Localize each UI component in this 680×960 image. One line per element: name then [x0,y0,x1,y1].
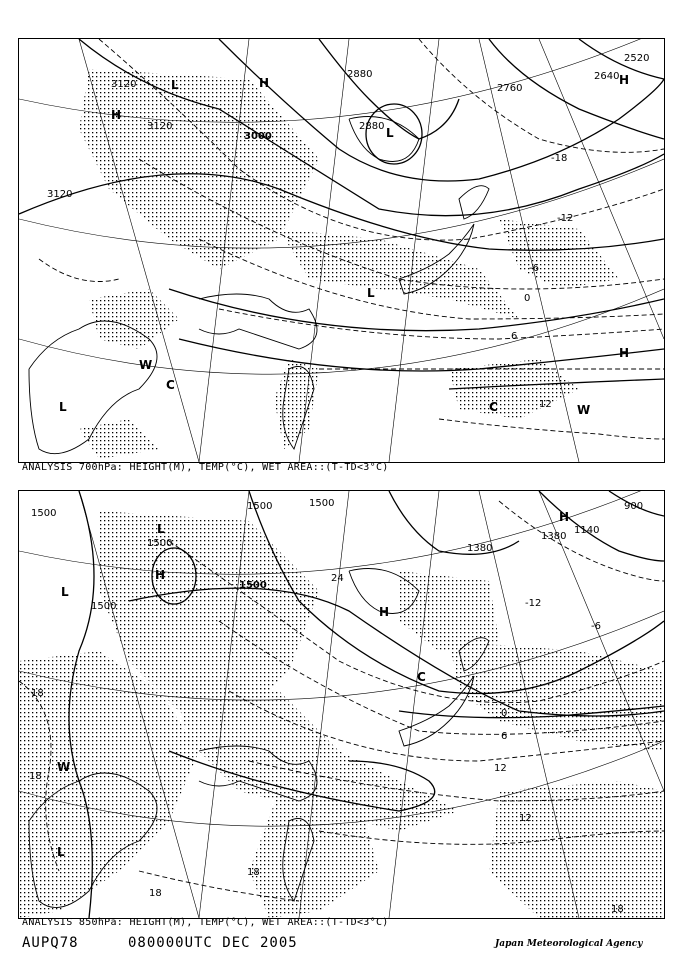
temp-label: 0 [524,293,531,304]
center-label: H [559,510,570,524]
center-label: L [59,400,67,414]
height-label: 2760 [497,83,523,94]
map-panel-700hpa [18,38,665,463]
height-label: 1500 [91,601,117,612]
temp-label: 12 [494,763,507,774]
height-label: 1380 [467,543,493,554]
center-label: H [111,108,122,122]
center-label: W [57,760,71,774]
center-label: L [171,78,179,92]
center-label: H [259,76,270,90]
temp-label: 12 [539,399,552,410]
temp-label: -6 [529,263,539,274]
center-label: C [417,670,426,684]
height-label: 1500 [239,580,267,591]
temp-label: 18 [149,888,162,899]
temp-label: 6 [501,731,508,742]
height-label: 1500 [247,501,273,512]
center-label: H [379,605,390,619]
height-label: 900 [624,501,644,512]
temp-label: 12 [519,813,532,824]
height-label: 1500 [147,538,173,549]
height-label: 2640 [594,71,620,82]
agency-credit: Japan Meteorological Agency [495,939,643,949]
center-label: W [577,403,591,417]
height-label: 3000 [244,131,272,142]
height-label: 2880 [359,121,385,132]
center-label: L [367,286,375,300]
temp-label: -12 [557,213,574,224]
height-label: 2520 [624,53,650,64]
center-label: C [489,400,498,414]
center-label: L [61,585,69,599]
height-label: 3120 [147,121,173,132]
temp-label: 18 [247,867,260,878]
temp-label: 18 [31,688,44,699]
temp-label: -6 [591,621,601,632]
center-label: L [57,845,65,859]
center-label: C [166,378,175,392]
temp-label: 24 [331,573,344,584]
temp-label: 18 [611,904,624,915]
temp-label: 6 [511,331,518,342]
height-label: 2880 [347,69,373,80]
temp-label: 18 [29,771,42,782]
center-label: H [619,73,630,87]
panel-caption-700hpa: ANALYSIS 700hPa: HEIGHT(M), TEMP(°C), WET AREA::(T-TD<3°C) [22,462,389,473]
chart-id: AUPQ78 [22,935,79,951]
height-label: 1500 [31,508,57,519]
map-panel-850hpa [18,490,665,919]
temp-label: -12 [525,598,542,609]
center-label: H [155,568,166,582]
height-label: 3120 [47,189,73,200]
map-700hpa-svg [19,39,664,462]
center-label: L [386,126,394,140]
center-label: L [157,522,165,536]
height-label: 1500 [309,498,335,509]
temp-label: -18 [551,153,568,164]
map-850hpa-svg [19,491,664,918]
temp-label: 0 [501,708,508,719]
analysis-datetime: 080000UTC DEC 2005 [128,935,298,951]
height-label: 1140 [574,525,600,536]
center-label: H [619,346,630,360]
panel-caption-850hpa: ANALYSIS 850hPa: HEIGHT(M), TEMP(°C), WET AREA::(T-TD<3°C) [22,917,389,928]
height-label: 1380 [541,531,567,542]
height-label: 3120 [111,79,137,90]
center-label: W [139,358,153,372]
